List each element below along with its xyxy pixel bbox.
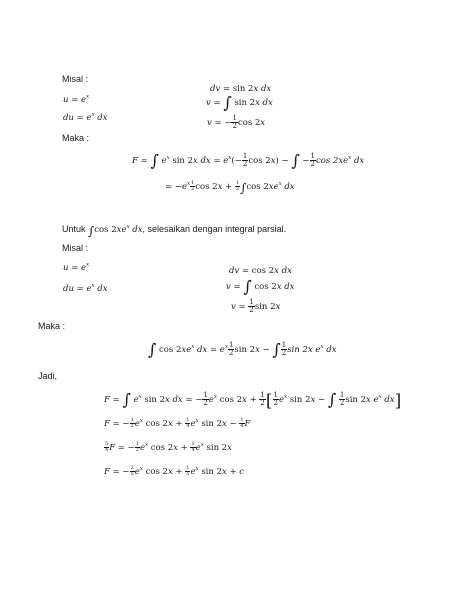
label-misal-1: Misal : bbox=[62, 74, 89, 84]
eq-u-2: $u = e^x$ bbox=[63, 262, 90, 273]
eq-F-simplified: F = − $\frac{1}{2}$ $e^x$ cos 2x + $\frac{1}{4}$ $e^x$ sin 2x − $\frac{1}{4}$ F bbox=[104, 417, 251, 429]
eq-F-final: F = − $\frac{2}{5}$ $e^x$ cos 2x + $\frac{1}{5}$ $e^x$ sin 2x + c bbox=[104, 465, 245, 477]
eq-dv-1: dv = sin 2x dx bbox=[210, 84, 272, 94]
label-maka-1: Maka : bbox=[62, 133, 90, 143]
eq-F-1-cont: = $-e^x$ $\frac{1}{2}$ cos 2x + $\frac{1}{2}$ ∫cos $2xe^x$ dx bbox=[165, 180, 295, 195]
eq-v-int-1: v = ∫ sin 2x dx bbox=[206, 93, 273, 112]
eq-dv-2: dv = cos 2x dx bbox=[229, 266, 292, 276]
eq-u-1: $u = e^x$ bbox=[63, 94, 90, 105]
eq-du-2: du = $e^x$ dx bbox=[63, 283, 108, 294]
label-misal-2: Misal : bbox=[62, 243, 89, 253]
label-maka-2: Maka : bbox=[38, 321, 66, 331]
eq-F-full: F = ∫ $e^x$ sin 2x dx = − $\frac{1}{2}$ $e^x$ cos 2x + $\frac{1}{2}$ [ $\frac{1}{2}$ $e^x$ sin 2x − ∫ $\frac{1}{2}$ sin 2x $e^x$ dx] bbox=[104, 390, 402, 411]
eq-v-1: v = − $\frac{1}{2}$ cos 2x bbox=[207, 114, 266, 130]
label-jadi: Jadi, bbox=[38, 371, 58, 381]
untuk-prefix: Untuk bbox=[62, 224, 86, 234]
untuk-line bbox=[62, 224, 287, 238]
untuk-suffix: , selesaikan dengan integral parsial. bbox=[142, 224, 287, 234]
eq-F-1: F = ∫ $e^x$ sin 2x dx = $e^x(-$ $\frac{1}{2}$ cos 2x) − ∫ − $\frac{1}{2}$ $\cos 2xe^x$ dx bbox=[132, 151, 365, 170]
eq-du-1: du = $e^x$ dx bbox=[63, 112, 108, 123]
eq-v-2: v = $\frac{1}{2}$ sin 2x bbox=[231, 298, 281, 314]
eq-5-4-F: $\frac{5}{4}$ F = − $\frac{1}{2}$ $e^x$ cos 2x + $\frac{1}{4}$ $e^x$ sin 2x bbox=[105, 441, 232, 453]
untuk-integral: ∫cos $2xe^x$ dx bbox=[88, 224, 143, 238]
eq-v-int-2: v = ∫ cos 2x dx bbox=[226, 277, 295, 296]
eq-int-cos: ∫ $\cos 2xe^x$ dx = $e^x$ $\frac{1}{2}$ sin 2x − ∫ $\frac{1}{2}$ sin 2x $e^x$ dx bbox=[148, 340, 337, 359]
